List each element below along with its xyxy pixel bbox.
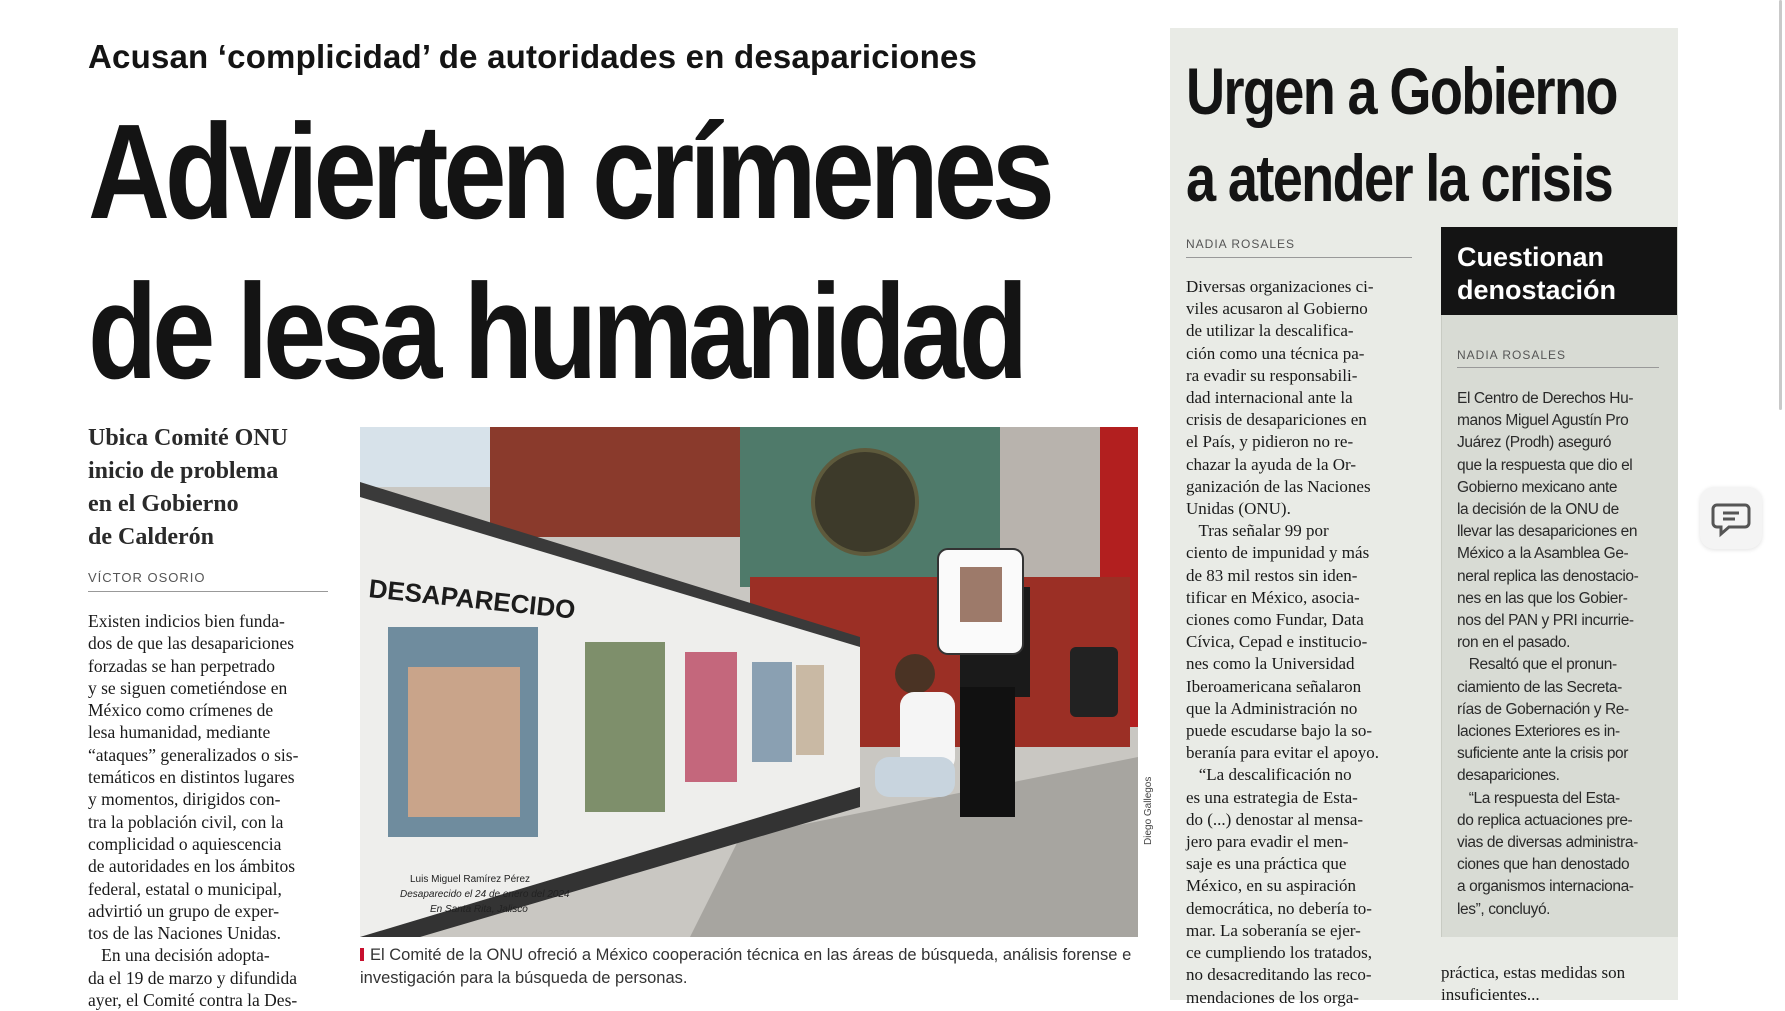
body-line: “ataques” generalizados o sis- [88,744,299,765]
sidebar-line: llevar las desapariciones en [1457,523,1638,541]
poster-date: Desaparecido el 24 de enero del 2024 [400,889,570,900]
body-line: ciento de impunidad y más [1186,543,1370,563]
right-body [1186,276,1412,1009]
body-line: es una estrategia de Esta- [1186,787,1358,807]
subhead-line: de Calderón [88,524,214,550]
sidebar-line: México a la Asamblea Ge- [1457,545,1629,563]
body-line: da el 19 de marzo y difundida [88,967,297,988]
sidebar-line: El Centro de Derechos Hu- [1457,390,1634,407]
body-line: nes como la Universidad [1186,654,1355,674]
sidebar-line: manos Miguel Agustín Pro [1457,412,1629,430]
caption-text: El Comité de la ONU ofreció a México cooperación técnica en las áreas de búsqueda, análisis forense e investigación para la búsqueda de personas. [360,946,1132,987]
chat-icon [1700,487,1762,549]
headline-line-1: Advierten crímenes [88,96,1050,247]
body-line: tra la población civil, con la [88,811,284,832]
body-line: mendaciones de los orga- [1186,987,1359,1007]
right-byline-rule [1186,257,1412,258]
body-line: puede escudarse bajo la so- [1186,721,1372,741]
banner-text: DESAPARECIDO [367,573,577,625]
body-line: federal, estatal o municipal, [88,878,282,899]
body-line: tificar en México, asocia- [1186,587,1360,607]
sidebar-title-line: Cuestionan [1457,242,1605,272]
body-line: Cívica, Cepad e institucio- [1186,632,1368,652]
sidebar-line: suficiente ante la crisis por [1457,745,1629,763]
poster-name: Luis Miguel Ramírez Pérez [410,874,531,885]
sidebar-line: nes en las que los Gobier- [1457,589,1628,607]
body-line: de 83 mil restos sin iden- [1186,565,1358,585]
sidebar-line: ciones que han denostado [1457,856,1630,874]
body-line: Existen indicios bien funda- [88,611,285,631]
main-byline: VÍCTOR OSORIO [88,570,206,585]
body-line: de autoridades en los ámbitos [88,856,296,877]
headline-line-2: de lesa humanidad [88,256,1024,407]
body-line: saje es una práctica que [1186,854,1347,874]
body-line: dos de que las desapariciones [88,633,295,654]
body-line: y se siguen cometiéndose en [88,677,288,698]
body-line: advirtió un grupo de exper- [88,900,280,921]
subhead-line: Ubica Comité ONU [88,425,288,451]
main-body [88,610,328,1011]
body-line: “La descalificación no [1186,765,1352,785]
body-line: En una decisión adopta- [88,945,270,966]
photo-caption [360,944,1150,990]
body-line: beranía para evitar el apoyo. [1186,743,1380,763]
sidebar-line: neral replica las denostacio- [1457,567,1639,585]
body-line: crisis de desapariciones en [1186,410,1367,430]
right-headline-line-1: Urgen a Gobierno [1186,54,1617,128]
body-line: ayer, el Comité contra la Des- [88,990,298,1011]
body-line: y momentos, dirigidos con- [88,789,281,810]
sidebar-byline: NADIA ROSALES [1457,348,1567,362]
sidebar-body [1457,388,1667,921]
body-line: dad internacional ante la [1186,388,1353,408]
subhead-line: en el Gobierno [88,491,239,517]
sidebar-title-line: denostación [1457,275,1617,305]
sidebar-byline-rule [1457,367,1659,368]
sidebar-line: ciamiento de las Secreta- [1457,678,1622,696]
poster-place: En Santa Rita, Jalisco [430,904,528,915]
body-line: ce cumpliendo los tratados, [1186,943,1373,963]
sidebar-line: nos del PAN y PRI incurrie- [1457,612,1634,630]
sidebar-line: la decisión de la ONU de [1457,501,1619,519]
sidebar-continued [1441,962,1677,1006]
main-headline [88,92,1050,412]
body-line: que la Administración no [1186,698,1358,718]
subhead-line: inicio de problema [88,458,279,484]
body-line: México como crímenes de [88,700,274,721]
body-line: Tras señalar 99 por [1186,521,1329,541]
body-line: lesa humanidad, mediante [88,722,271,743]
body-line: chazar la ayuda de la Or- [1186,454,1357,474]
body-line: tos de las Naciones Unidas. [88,923,281,944]
scrollbar[interactable] [1779,0,1782,410]
body-line: ciones como Fundar, Data [1186,610,1364,630]
body-line: mar. La soberanía se ejer- [1186,920,1361,940]
sidebar-line: laciones Exteriores es in- [1457,723,1620,741]
body-line: Diversas organizaciones ci- [1186,277,1374,296]
caption-marker [360,948,364,961]
sidebar-line: rías de Gobernación y Re- [1457,700,1629,718]
body-line: democrática, no debería to- [1186,898,1372,918]
sidebar-title [1441,227,1677,315]
sidebar-line: les”, concluyó. [1457,900,1551,918]
sidebar-line: desapariciones. [1457,767,1560,785]
body-line: ganización de las Naciones [1186,476,1371,496]
photo-illustration [360,427,1138,937]
news-photo [360,427,1138,937]
right-headline-line-2: a atender la crisis [1186,141,1613,215]
sidebar-line: “La respuesta del Esta- [1457,789,1620,807]
sidebar-line: do replica actuaciones pre- [1457,811,1633,829]
sidebar-line: vias de diversas administra- [1457,834,1638,852]
continued-line: práctica, estas medidas son [1441,963,1626,982]
body-line: ra evadir su responsabili- [1186,365,1358,385]
kicker: Acusan ‘complicidad’ de autoridades en desapariciones [88,38,978,75]
body-line: no desacreditando las reco- [1186,965,1372,985]
subhead [88,422,338,554]
body-line: México, en su aspiración [1186,876,1356,896]
sidebar-line: ron en el pasado. [1457,634,1570,652]
right-headline [1186,48,1617,222]
sidebar-line: que la respuesta que dio el [1457,456,1633,474]
body-line: forzadas se han perpetrado [88,655,276,676]
body-line: Iberoamericana señalaron [1186,676,1362,696]
body-line: complicidad o aquiescencia [88,833,282,854]
body-line: viles acusaron al Gobierno [1186,299,1368,319]
photo-credit: Diego Gallegos [1143,776,1154,845]
sidebar-line: a organismos internaciona- [1457,878,1634,896]
sidebar-line: Resaltó que el pronun- [1457,656,1617,674]
body-line: temáticos en distintos lugares [88,767,295,788]
sidebar-line: Gobierno mexicano ante [1457,478,1618,496]
right-byline: NADIA ROSALES [1186,237,1296,251]
body-line: jero para evadir el men- [1186,832,1349,852]
sidebar-line: Juárez (Prodh) aseguró [1457,434,1612,452]
byline-rule [88,591,328,592]
body-line: ción como una técnica pa- [1186,343,1365,363]
body-line: Unidas (ONU). [1186,499,1291,519]
body-line: do (...) denostar al mensa- [1186,809,1364,829]
body-line: de utilizar la descalifica- [1186,321,1354,341]
continued-line: insuficientes... [1441,985,1540,1004]
body-line: el País, y pidieron no re- [1186,432,1354,452]
chat-button[interactable] [1700,487,1762,549]
